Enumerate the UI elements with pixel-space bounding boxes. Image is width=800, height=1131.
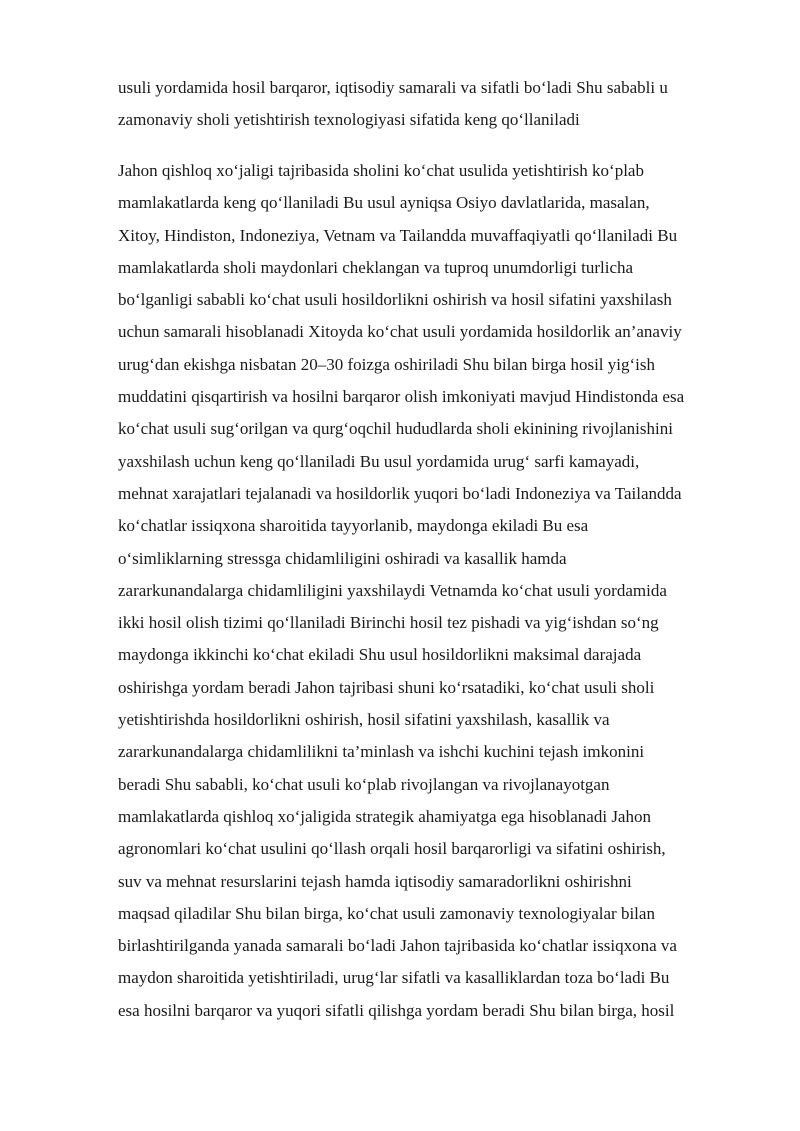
text-line: Xitoy, Hindiston, Indoneziya, Vetnam va Tailandda muvaffaqiyatli qo‘llaniladi Bu [118, 225, 678, 245]
text-line: maqsad qiladilar Shu bilan birga, ko‘chat usuli zamonaviy texnologiyalar bilan [118, 903, 655, 923]
text-line: muddatini qisqartirish va hosilni barqaror olish imkoniyati mavjud Hindistonda esa [118, 387, 685, 407]
text-line: uchun samarali hisoblanadi Xitoyda ko‘chat usuli yordamida hosildorlik an’anaviy [118, 322, 682, 342]
text-line: beradi Shu sababli, ko‘chat usuli ko‘plab rivojlangan va rivojlanayotgan [118, 774, 610, 794]
text-line: mamlakatlarda sholi maydonlari cheklangan va tuproq unumdorligi turlicha [118, 257, 634, 277]
text-line: mamlakatlarda qishloq xo‘jaligida strategik ahamiyatga ega hisoblanadi Jahon [118, 806, 651, 826]
paragraph-continuation [118, 72, 746, 137]
text-line: agronomlari ko‘chat usulini qo‘llash orqali hosil barqarorligi va sifatini oshirish, [118, 839, 666, 859]
text-line: yetishtirishda hosildorlikni oshirish, hosil sifatini yaxshilash, kasallik va [118, 710, 610, 730]
text-line: ikki hosil olish tizimi qo‘llaniladi Birinchi hosil tez pishadi va yig‘ishdan so‘ng [118, 613, 659, 633]
text-line: Jahon qishloq xo‘jaligi tajribasida sholini ko‘chat usulida yetishtirish ko‘plab [118, 161, 644, 180]
text-line: ko‘chatlar issiqxona sharoitida tayyorlanib, maydonga ekiladi Bu esa [118, 516, 589, 536]
text-line: maydonga ikkinchi ko‘chat ekiladi Shu usul hosildorlikni maksimal darajada [118, 645, 642, 665]
paragraph-world-experience [118, 155, 746, 1027]
text-line: oshirishga yordam beradi Jahon tajribasi shuni ko‘rsatadiki, ko‘chat usuli sholi [118, 677, 655, 697]
text-line: esa hosilni barqaror va yuqori sifatli qilishga yordam beradi Shu bilan birga, hosil [118, 1000, 675, 1020]
text-line: maydon sharoitida yetishtiriladi, urug‘lar sifatli va kasalliklardan toza bo‘ladi Bu [118, 968, 670, 988]
text-line: bo‘lganligi sababli ko‘chat usuli hosildorlikni oshirish va hosil sifatini yaxshilash [118, 290, 672, 310]
text-line: birlashtirilganda yanada samarali bo‘ladi Jahon tajribasida ko‘chatlar issiqxona va [118, 936, 677, 956]
text-line: urug‘dan ekishga nisbatan 20–30 foizga oshiriladi Shu bilan birga hosil yig‘ish [118, 354, 655, 374]
text-line: mehnat xarajatlari tejalanadi va hosildorlik yuqori bo‘ladi Indoneziya va Tailandda [118, 483, 682, 503]
text-line: ko‘chat usuli sug‘orilgan va qurg‘oqchil hududlarda sholi ekinining rivojlanishini [118, 419, 673, 439]
text-line: suv va mehnat resurslarini tejash hamda iqtisodiy samaradorlikni oshirishni [118, 871, 632, 891]
text-line: o‘simliklarning stressga chidamliligini oshiradi va kasallik hamda [118, 548, 567, 568]
text-line: zamonaviy sholi yetishtirish texnologiyasi sifatida keng qo‘llaniladi [118, 110, 580, 130]
text-line: yaxshilash uchun keng qo‘llaniladi Bu usul yordamida urug‘ sarfi kamayadi, [118, 451, 640, 471]
text-line: mamlakatlarda keng qo‘llaniladi Bu usul ayniqsa Osiyo davlatlarida, masalan, [118, 193, 650, 213]
text-line: usuli yordamida hosil barqaror, iqtisodiy samarali va sifatli bo‘ladi Shu sababli u [118, 78, 668, 97]
text-line: zararkunandalarga chidamliligini yaxshilaydi Vetnamda ko‘chat usuli yordamida [118, 580, 667, 600]
text-line: zararkunandalarga chidamlilikni ta’minlash va ishchi kuchini tejash imkonini [118, 742, 645, 762]
